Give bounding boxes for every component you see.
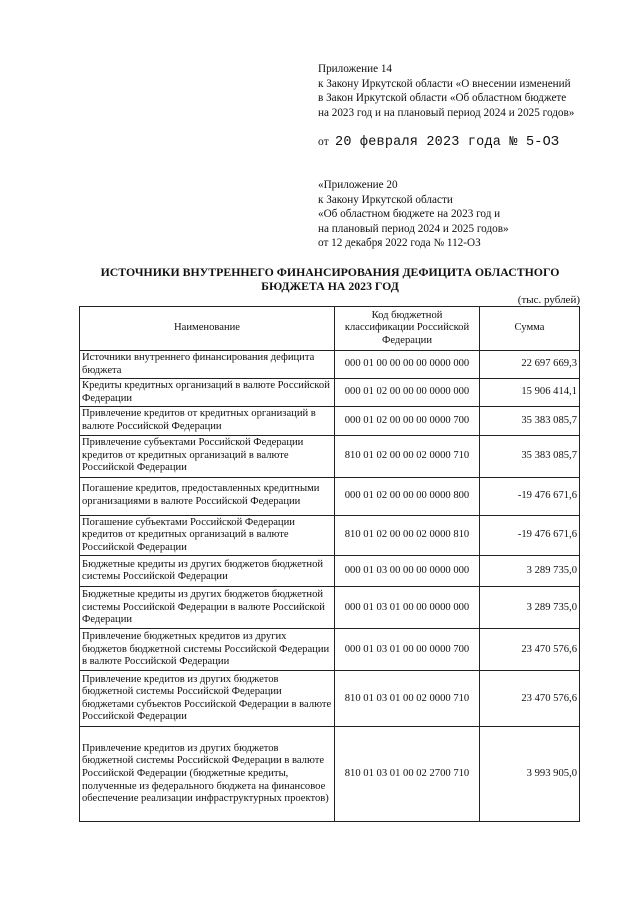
- row-code: 000 01 03 00 00 00 0000 000: [335, 556, 480, 587]
- row-sum: -19 476 671,6: [480, 477, 580, 515]
- row-name: Погашение субъектами Российской Федерации кредитов от кредитных организаций в валюте Российской Федерации: [80, 515, 335, 556]
- row-sum: 23 470 576,6: [480, 629, 580, 671]
- table-row: [80, 515, 580, 556]
- row-code: 810 01 02 00 00 02 0000 810: [335, 515, 480, 556]
- table-row: [80, 629, 580, 671]
- table-row: [80, 379, 580, 407]
- table-body: [80, 351, 580, 822]
- appendix-line: Приложение 14: [318, 63, 393, 75]
- prev-appendix-line: на плановый период 2024 и 2025 годов»: [318, 222, 509, 235]
- row-sum: 3 289 735,0: [480, 587, 580, 629]
- units-label: (тыс. рублей): [517, 294, 580, 306]
- row-sum: 3 289 735,0: [480, 556, 580, 587]
- row-code: 810 01 03 01 00 02 0000 710: [335, 671, 480, 727]
- title-line: ИСТОЧНИКИ ВНУТРЕННЕГО ФИНАНСИРОВАНИЯ ДЕФИЦИТА ОБЛАСТНОГО: [100, 265, 560, 279]
- appendix-line: на 2023 год и на плановый период 2024 и 2025 годов»: [318, 106, 575, 119]
- row-name: Бюджетные кредиты из других бюджетов бюджетной системы Российской Федерации в валюте Российской Федерации: [80, 587, 335, 629]
- table-row: [80, 556, 580, 587]
- table-row: [80, 727, 580, 822]
- row-name: Привлечение бюджетных кредитов из других бюджетов бюджетной системы Российской Федерации в валюте Российской Федерации: [80, 629, 335, 671]
- table-row: [80, 351, 580, 379]
- previous-appendix-header: [318, 178, 618, 251]
- row-code: 810 01 02 00 00 02 0000 710: [335, 435, 480, 477]
- appendix-line: к Закону Иркутской области «О внесении изменений: [318, 77, 571, 90]
- row-sum: 23 470 576,6: [480, 671, 580, 727]
- row-code: 000 01 00 00 00 00 0000 000: [335, 351, 480, 379]
- prev-appendix-line: «Приложение 20: [318, 179, 398, 191]
- row-name: Привлечение кредитов от кредитных организаций в валюте Российской Федерации: [80, 407, 335, 435]
- document-title: [60, 265, 600, 293]
- table-row: [80, 477, 580, 515]
- appendix-header: [318, 62, 618, 120]
- row-code: 000 01 03 01 00 00 0000 700: [335, 629, 480, 671]
- appendix-line: в Закон Иркутской области «Об областном бюджете: [318, 92, 567, 105]
- budget-sources-table: [79, 306, 580, 822]
- decree-prefix: от: [318, 136, 330, 148]
- row-code: 000 01 03 01 00 00 0000 000: [335, 587, 480, 629]
- title-line: БЮДЖЕТА НА 2023 ГОД: [261, 279, 399, 294]
- row-name: Погашение кредитов, предоставленных кредитными организациями в валюте Российской Федерации: [80, 477, 335, 515]
- row-name: Кредиты кредитных организаций в валюте Российской Федерации: [80, 379, 335, 407]
- row-code: 000 01 02 00 00 00 0000 800: [335, 477, 480, 515]
- prev-appendix-line: «Об областном бюджете на 2023 год и: [318, 208, 501, 221]
- row-code: 000 01 02 00 00 00 0000 000: [335, 379, 480, 407]
- decree-date: [318, 135, 559, 150]
- row-name: Привлечение кредитов из других бюджетов бюджетной системы Российской Федерации в валюте Российской Федерации (бюджетные кредиты, полученные из федерального бюджета на финансовое обеспечение реализации инфраструктурных проектов): [80, 727, 335, 822]
- row-sum: 22 697 669,3: [480, 351, 580, 379]
- table-row: [80, 407, 580, 435]
- table-row: [80, 587, 580, 629]
- table-row: [80, 671, 580, 727]
- row-name: Источники внутреннего финансирования дефицита бюджета: [80, 351, 335, 379]
- table-header-row: [80, 307, 580, 351]
- row-sum: 3 993 905,0: [480, 727, 580, 822]
- row-name: Привлечение субъектами Российской Федерации кредитов от кредитных организаций в валюте Российской Федерации: [80, 435, 335, 477]
- prev-appendix-line: к Закону Иркутской области: [318, 193, 453, 206]
- header-name: Наименование: [80, 307, 335, 351]
- header-code: Код бюджетной классификации Российской Федерации: [335, 307, 480, 351]
- row-sum: 15 906 414,1: [480, 379, 580, 407]
- row-code: 810 01 03 01 00 02 2700 710: [335, 727, 480, 822]
- decree-text: 20 февраля 2023 года № 5-ОЗ: [335, 135, 560, 150]
- row-sum: -19 476 671,6: [480, 515, 580, 556]
- row-code: 000 01 02 00 00 00 0000 700: [335, 407, 480, 435]
- row-sum: 35 383 085,7: [480, 435, 580, 477]
- row-name: Привлечение кредитов из других бюджетов бюджетной системы Российской Федерации бюджетами субъектов Российской Федерации в валюте Российской Федерации: [80, 671, 335, 727]
- prev-appendix-line: от 12 декабря 2022 года № 112-ОЗ: [318, 237, 481, 250]
- table-row: [80, 435, 580, 477]
- row-name: Бюджетные кредиты из других бюджетов бюджетной системы Российской Федерации: [80, 556, 335, 587]
- header-sum: Сумма: [480, 307, 580, 351]
- row-sum: 35 383 085,7: [480, 407, 580, 435]
